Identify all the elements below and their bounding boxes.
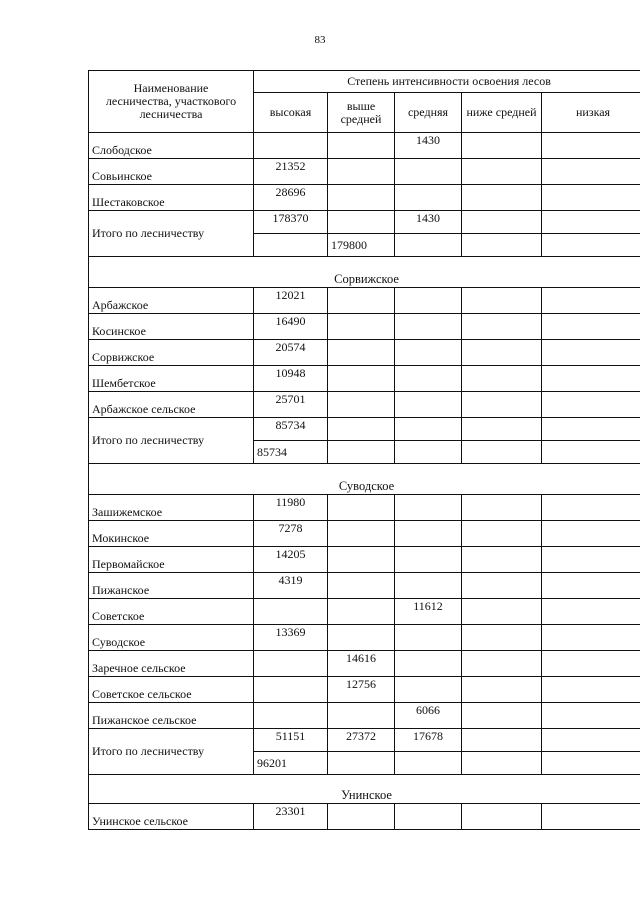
row-value: 6066 [395, 703, 462, 729]
row-name: Советское сельское [89, 677, 254, 703]
row-value [462, 703, 542, 729]
row-value [395, 185, 462, 211]
total-value [542, 729, 640, 752]
row-value: 21352 [254, 159, 328, 185]
grand-total: 85734 [254, 441, 328, 464]
empty-cell [328, 752, 395, 775]
row-value [462, 573, 542, 599]
row-value [395, 677, 462, 703]
total-value: 27372 [328, 729, 395, 752]
table-row [89, 547, 640, 573]
header-row-top [89, 71, 640, 93]
header-name-line: Наименование [133, 81, 209, 95]
total-value [542, 418, 640, 441]
total-value: 17678 [395, 729, 462, 752]
row-value [328, 495, 395, 521]
row-value [395, 340, 462, 366]
row-value [542, 521, 640, 547]
row-name: Зашижемское [89, 495, 254, 521]
row-value: 12021 [254, 288, 328, 314]
row-value [328, 599, 395, 625]
header-col-below-avg: ниже средней [462, 93, 542, 133]
row-value [462, 677, 542, 703]
row-value [395, 288, 462, 314]
table-row [89, 340, 640, 366]
header-col-above-avg: выше средней [328, 93, 395, 133]
row-name: Первомайское [89, 547, 254, 573]
empty-cell [462, 234, 542, 257]
header-name-line: лесничества, участкового [105, 94, 237, 108]
total-label: Итого по лесничеству [89, 211, 254, 257]
row-value [395, 547, 462, 573]
total-value: 1430 [395, 211, 462, 234]
row-value [254, 599, 328, 625]
row-value: 11980 [254, 495, 328, 521]
row-value [542, 340, 640, 366]
row-value [542, 573, 640, 599]
row-value: 28696 [254, 185, 328, 211]
table-row [89, 366, 640, 392]
row-name: Арбажское [89, 288, 254, 314]
table-row [89, 651, 640, 677]
forest-intensity-table [88, 70, 640, 830]
row-value [395, 521, 462, 547]
section-title: Унинское [89, 775, 640, 804]
row-value: 14616 [328, 651, 395, 677]
row-name: Заречное сельское [89, 651, 254, 677]
section-row [89, 257, 640, 288]
empty-cell [542, 441, 640, 464]
row-value [542, 392, 640, 418]
total-label: Итого по лесничеству [89, 418, 254, 464]
table-row [89, 185, 640, 211]
row-value: 7278 [254, 521, 328, 547]
header-name-line: лесничества [139, 107, 203, 121]
row-value [395, 625, 462, 651]
empty-cell [462, 441, 542, 464]
empty-cell [395, 441, 462, 464]
total-value [395, 418, 462, 441]
row-name: Пижанское сельское [89, 703, 254, 729]
empty-cell [542, 752, 640, 775]
row-value [328, 547, 395, 573]
row-value [542, 677, 640, 703]
row-name: Совьинское [89, 159, 254, 185]
row-value [328, 133, 395, 159]
row-value [328, 573, 395, 599]
total-value: 51151 [254, 729, 328, 752]
empty-cell [395, 752, 462, 775]
total-value [462, 418, 542, 441]
row-name: Мокинское [89, 521, 254, 547]
row-value [462, 392, 542, 418]
grand-total: 179800 [328, 234, 395, 257]
total-row [89, 729, 640, 752]
row-value [542, 804, 640, 830]
row-value [462, 159, 542, 185]
row-value [542, 599, 640, 625]
total-row [89, 211, 640, 234]
row-name: Арбажское сельское [89, 392, 254, 418]
total-value [462, 729, 542, 752]
row-value [395, 314, 462, 340]
row-value [542, 159, 640, 185]
row-value [462, 521, 542, 547]
total-value [462, 211, 542, 234]
table-row [89, 133, 640, 159]
row-value [462, 599, 542, 625]
table-row [89, 677, 640, 703]
total-label: Итого по лесничеству [89, 729, 254, 775]
table-row [89, 625, 640, 651]
row-value [542, 288, 640, 314]
header-group: Степень интенсивности освоения лесов [254, 71, 640, 93]
table-row [89, 314, 640, 340]
row-value [462, 288, 542, 314]
row-value [328, 288, 395, 314]
row-value: 14205 [254, 547, 328, 573]
row-value [462, 651, 542, 677]
row-value [254, 677, 328, 703]
table-row [89, 573, 640, 599]
total-value [328, 418, 395, 441]
row-name: Шембетское [89, 366, 254, 392]
empty-cell [328, 441, 395, 464]
grand-total: 96201 [254, 752, 328, 775]
row-name: Слободское [89, 133, 254, 159]
row-value: 20574 [254, 340, 328, 366]
row-name: Косинское [89, 314, 254, 340]
table-row [89, 703, 640, 729]
row-value [462, 625, 542, 651]
row-value: 11612 [395, 599, 462, 625]
row-value: 25701 [254, 392, 328, 418]
empty-cell [254, 234, 328, 257]
row-value: 23301 [254, 804, 328, 830]
table-row [89, 159, 640, 185]
row-value: 4319 [254, 573, 328, 599]
row-value [542, 314, 640, 340]
row-value [328, 804, 395, 830]
row-value [395, 495, 462, 521]
row-value [395, 804, 462, 830]
row-value: 10948 [254, 366, 328, 392]
row-value [395, 159, 462, 185]
table-row [89, 495, 640, 521]
section-row [89, 775, 640, 804]
header-col-low: низкая [542, 93, 640, 133]
header-col-avg: средняя [395, 93, 462, 133]
row-value [542, 133, 640, 159]
table-row [89, 804, 640, 830]
row-value [462, 314, 542, 340]
row-value [254, 703, 328, 729]
row-value: 12756 [328, 677, 395, 703]
total-row [89, 418, 640, 441]
row-value [542, 703, 640, 729]
row-value [328, 521, 395, 547]
total-value [542, 211, 640, 234]
row-value [462, 804, 542, 830]
table-row [89, 521, 640, 547]
row-value [328, 314, 395, 340]
header-col-high: высокая [254, 93, 328, 133]
row-name: Суводское [89, 625, 254, 651]
row-value [542, 366, 640, 392]
row-value [542, 547, 640, 573]
row-value [542, 185, 640, 211]
row-value [328, 703, 395, 729]
total-value: 85734 [254, 418, 328, 441]
row-value [395, 651, 462, 677]
row-name: Унинское сельское [89, 804, 254, 830]
row-value [542, 625, 640, 651]
row-name: Пижанское [89, 573, 254, 599]
table-row [89, 599, 640, 625]
row-value: 1430 [395, 133, 462, 159]
row-value [328, 185, 395, 211]
row-value [328, 625, 395, 651]
row-value [462, 366, 542, 392]
empty-cell [462, 752, 542, 775]
total-value [328, 211, 395, 234]
row-value [328, 159, 395, 185]
section-title: Суводское [89, 464, 640, 495]
row-value [395, 573, 462, 599]
row-value [254, 651, 328, 677]
row-value [542, 495, 640, 521]
row-value [395, 392, 462, 418]
empty-cell [542, 234, 640, 257]
row-value [462, 340, 542, 366]
section-title: Сорвижское [89, 257, 640, 288]
row-value [462, 133, 542, 159]
row-value [328, 340, 395, 366]
row-value [395, 366, 462, 392]
row-name: Сорвижское [89, 340, 254, 366]
page-number: 83 [314, 34, 326, 46]
row-value [462, 547, 542, 573]
row-name: Шестаковское [89, 185, 254, 211]
row-value [462, 495, 542, 521]
header-name-col [89, 71, 254, 133]
row-value [542, 651, 640, 677]
empty-cell [395, 234, 462, 257]
row-value: 16490 [254, 314, 328, 340]
total-value: 178370 [254, 211, 328, 234]
row-value [462, 185, 542, 211]
row-value [254, 133, 328, 159]
row-name: Советское [89, 599, 254, 625]
row-value [328, 392, 395, 418]
row-value: 13369 [254, 625, 328, 651]
table-row [89, 392, 640, 418]
table-row [89, 288, 640, 314]
row-value [328, 366, 395, 392]
section-row [89, 464, 640, 495]
